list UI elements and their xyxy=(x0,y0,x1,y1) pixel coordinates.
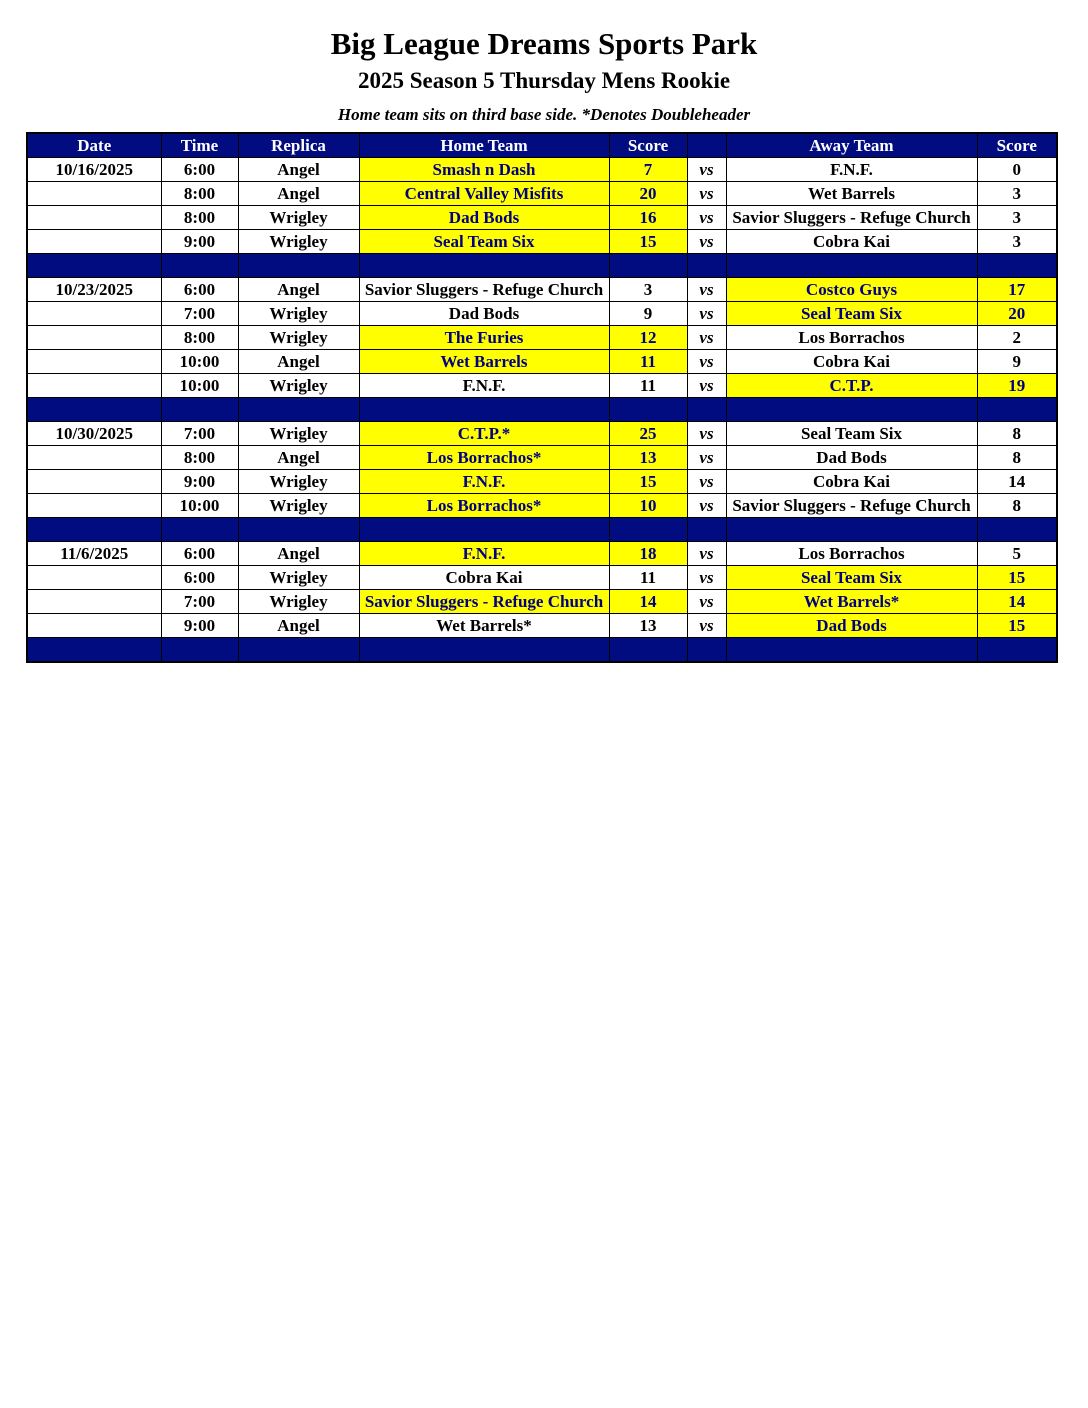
vs-label: vs xyxy=(687,470,726,494)
game-time: 9:00 xyxy=(161,230,238,254)
away-score: 15 xyxy=(977,614,1057,638)
separator-cell xyxy=(238,254,359,278)
home-team xyxy=(359,422,609,446)
header-row xyxy=(27,133,1057,158)
game-row xyxy=(27,350,1057,374)
vs-label: vs xyxy=(687,350,726,374)
game-time: 10:00 xyxy=(161,494,238,518)
away-team xyxy=(726,590,977,614)
game-replica: Wrigley xyxy=(238,326,359,350)
away-team-label: Costco Guys xyxy=(805,280,898,299)
away-team xyxy=(726,278,977,302)
home-team-label: Dad Bods xyxy=(448,208,520,227)
separator-cell xyxy=(238,638,359,663)
game-date xyxy=(27,566,161,590)
separator-cell xyxy=(687,398,726,422)
away-team xyxy=(726,182,977,206)
vs-label: vs xyxy=(687,614,726,638)
game-time: 7:00 xyxy=(161,422,238,446)
week-separator xyxy=(27,254,1057,278)
game-replica: Wrigley xyxy=(238,230,359,254)
away-team xyxy=(726,470,977,494)
game-row xyxy=(27,230,1057,254)
home-score: 15 xyxy=(609,470,687,494)
home-score: 13 xyxy=(609,614,687,638)
week-separator xyxy=(27,638,1057,663)
away-score: 14 xyxy=(977,590,1057,614)
home-score: 20 xyxy=(609,182,687,206)
separator-cell xyxy=(726,518,977,542)
home-team-label: Savior Sluggers - Refuge Church xyxy=(364,592,604,611)
separator-cell xyxy=(27,638,161,663)
away-score: 9 xyxy=(977,350,1057,374)
column-header-home-score: Score xyxy=(609,133,687,158)
away-team-label: C.T.P. xyxy=(829,376,874,395)
away-team xyxy=(726,350,977,374)
home-team xyxy=(359,446,609,470)
game-time: 8:00 xyxy=(161,326,238,350)
game-time: 7:00 xyxy=(161,590,238,614)
column-header-away-score: Score xyxy=(977,133,1057,158)
separator-cell xyxy=(27,518,161,542)
away-score: 8 xyxy=(977,446,1057,470)
away-score: 3 xyxy=(977,182,1057,206)
home-team xyxy=(359,158,609,182)
separator-cell xyxy=(27,254,161,278)
vs-label: vs xyxy=(687,446,726,470)
vs-label: vs xyxy=(687,422,726,446)
separator-cell xyxy=(977,254,1057,278)
away-team xyxy=(726,230,977,254)
away-team-label: F.N.F. xyxy=(830,160,873,179)
home-team xyxy=(359,494,609,518)
game-row xyxy=(27,374,1057,398)
home-score: 13 xyxy=(609,446,687,470)
column-header-date: Date xyxy=(27,133,161,158)
away-team xyxy=(726,614,977,638)
separator-cell xyxy=(687,518,726,542)
away-team xyxy=(726,422,977,446)
game-date: 10/23/2025 xyxy=(27,278,161,302)
game-replica: Wrigley xyxy=(238,590,359,614)
away-team xyxy=(726,206,977,230)
away-team-label: Los Borrachos xyxy=(798,328,905,347)
home-team xyxy=(359,278,609,302)
home-score: 16 xyxy=(609,206,687,230)
game-time: 6:00 xyxy=(161,566,238,590)
game-date xyxy=(27,302,161,326)
away-team-label: Savior Sluggers - Refuge Church xyxy=(732,208,971,227)
separator-cell xyxy=(359,638,609,663)
separator-cell xyxy=(977,638,1057,663)
separator-cell xyxy=(238,398,359,422)
home-team-label: Seal Team Six xyxy=(433,232,535,251)
home-score: 9 xyxy=(609,302,687,326)
page-subtitle: 2025 Season 5 Thursday Mens Rookie xyxy=(357,68,731,93)
vs-label: vs xyxy=(687,326,726,350)
game-date xyxy=(27,470,161,494)
home-team-label: F.N.F. xyxy=(462,472,506,491)
home-score: 3 xyxy=(609,278,687,302)
away-team xyxy=(726,374,977,398)
away-team xyxy=(726,542,977,566)
game-replica: Angel xyxy=(238,542,359,566)
away-score: 2 xyxy=(977,326,1057,350)
vs-label: vs xyxy=(687,494,726,518)
game-time: 9:00 xyxy=(161,470,238,494)
page-title: Big League Dreams Sports Park xyxy=(330,26,758,61)
game-replica: Wrigley xyxy=(238,302,359,326)
vs-label: vs xyxy=(687,566,726,590)
vs-label: vs xyxy=(687,302,726,326)
away-score: 17 xyxy=(977,278,1057,302)
separator-cell xyxy=(161,518,238,542)
vs-label: vs xyxy=(687,278,726,302)
vs-label: vs xyxy=(687,590,726,614)
game-date xyxy=(27,350,161,374)
home-team-label: Los Borrachos* xyxy=(426,496,542,515)
game-row xyxy=(27,470,1057,494)
schedule-note: Home team sits on third base side. *Denotes Doubleheader xyxy=(337,105,751,124)
game-date xyxy=(27,614,161,638)
home-team-label: F.N.F. xyxy=(462,376,506,395)
away-team-label: Cobra Kai xyxy=(813,472,890,491)
away-team-label: Cobra Kai xyxy=(813,352,890,371)
away-team-label: Seal Team Six xyxy=(800,304,903,323)
game-time: 6:00 xyxy=(161,158,238,182)
home-team-label: C.T.P.* xyxy=(457,424,511,443)
game-row xyxy=(27,326,1057,350)
separator-cell xyxy=(238,518,359,542)
away-team-label: Wet Barrels* xyxy=(803,592,900,611)
game-date: 10/16/2025 xyxy=(27,158,161,182)
away-team-label: Seal Team Six xyxy=(800,424,903,443)
game-date xyxy=(27,590,161,614)
home-team-label: F.N.F. xyxy=(462,544,506,563)
away-team-label: Savior Sluggers - Refuge Church xyxy=(732,496,971,515)
game-date xyxy=(27,494,161,518)
away-score: 0 xyxy=(977,158,1057,182)
vs-label: vs xyxy=(687,206,726,230)
game-row xyxy=(27,158,1057,182)
away-team-label: Wet Barrels xyxy=(807,184,896,203)
away-team xyxy=(726,494,977,518)
home-team xyxy=(359,326,609,350)
home-team-label: Dad Bods xyxy=(448,304,520,323)
away-team xyxy=(726,566,977,590)
vs-label: vs xyxy=(687,158,726,182)
home-team-label: Wet Barrels xyxy=(440,352,528,371)
game-date xyxy=(27,326,161,350)
home-team xyxy=(359,542,609,566)
column-header-vs xyxy=(687,133,726,158)
home-team-label: The Furies xyxy=(444,328,524,347)
away-team xyxy=(726,302,977,326)
game-date: 10/30/2025 xyxy=(27,422,161,446)
column-header-replica: Replica xyxy=(238,133,359,158)
vs-label: vs xyxy=(687,182,726,206)
game-row xyxy=(27,302,1057,326)
schedule-table xyxy=(26,132,1058,663)
away-team-label: Los Borrachos xyxy=(798,544,905,563)
game-date xyxy=(27,182,161,206)
home-team xyxy=(359,590,609,614)
separator-cell xyxy=(687,254,726,278)
game-date: 11/6/2025 xyxy=(27,542,161,566)
home-score: 15 xyxy=(609,230,687,254)
home-team xyxy=(359,470,609,494)
game-row xyxy=(27,590,1057,614)
separator-cell xyxy=(161,638,238,663)
game-time: 8:00 xyxy=(161,446,238,470)
away-team xyxy=(726,446,977,470)
away-score: 5 xyxy=(977,542,1057,566)
home-team xyxy=(359,350,609,374)
home-score: 11 xyxy=(609,350,687,374)
vs-label: vs xyxy=(687,542,726,566)
game-date xyxy=(27,446,161,470)
separator-cell xyxy=(359,254,609,278)
column-header-time: Time xyxy=(161,133,238,158)
game-replica: Wrigley xyxy=(238,422,359,446)
game-row xyxy=(27,422,1057,446)
home-team-label: Smash n Dash xyxy=(432,160,536,179)
home-team-label: Los Borrachos* xyxy=(426,448,542,467)
separator-cell xyxy=(977,398,1057,422)
home-score: 12 xyxy=(609,326,687,350)
schedule-body xyxy=(27,158,1057,663)
home-team-label: Cobra Kai xyxy=(445,568,523,587)
home-team-label: Central Valley Misfits xyxy=(404,184,564,203)
game-time: 8:00 xyxy=(161,206,238,230)
away-team-label: Dad Bods xyxy=(816,616,887,635)
game-row xyxy=(27,446,1057,470)
game-time: 10:00 xyxy=(161,374,238,398)
game-time: 6:00 xyxy=(161,278,238,302)
separator-cell xyxy=(726,254,977,278)
home-score: 10 xyxy=(609,494,687,518)
game-time: 10:00 xyxy=(161,350,238,374)
separator-cell xyxy=(726,638,977,663)
away-team-label: Dad Bods xyxy=(816,448,887,467)
game-time: 8:00 xyxy=(161,182,238,206)
away-score: 20 xyxy=(977,302,1057,326)
column-header-home-team: Home Team xyxy=(359,133,609,158)
separator-cell xyxy=(609,638,687,663)
game-time: 7:00 xyxy=(161,302,238,326)
away-team xyxy=(726,326,977,350)
game-row xyxy=(27,278,1057,302)
separator-cell xyxy=(609,398,687,422)
away-team-label: Seal Team Six xyxy=(800,568,903,587)
home-score: 18 xyxy=(609,542,687,566)
away-score: 19 xyxy=(977,374,1057,398)
home-team xyxy=(359,614,609,638)
separator-cell xyxy=(27,398,161,422)
game-replica: Angel xyxy=(238,158,359,182)
home-team-label: Savior Sluggers - Refuge Church xyxy=(364,280,604,299)
away-score: 8 xyxy=(977,422,1057,446)
separator-cell xyxy=(359,518,609,542)
separator-cell xyxy=(161,254,238,278)
away-score: 3 xyxy=(977,230,1057,254)
home-score: 7 xyxy=(609,158,687,182)
game-replica: Angel xyxy=(238,614,359,638)
game-replica: Angel xyxy=(238,446,359,470)
away-team xyxy=(726,158,977,182)
separator-cell xyxy=(609,518,687,542)
separator-cell xyxy=(359,398,609,422)
game-date xyxy=(27,374,161,398)
home-team xyxy=(359,182,609,206)
vs-label: vs xyxy=(687,230,726,254)
game-row xyxy=(27,614,1057,638)
home-team xyxy=(359,206,609,230)
separator-cell xyxy=(726,398,977,422)
game-replica: Wrigley xyxy=(238,566,359,590)
week-separator xyxy=(27,398,1057,422)
game-replica: Angel xyxy=(238,350,359,374)
home-team xyxy=(359,302,609,326)
game-replica: Wrigley xyxy=(238,494,359,518)
game-row xyxy=(27,206,1057,230)
home-score: 11 xyxy=(609,374,687,398)
home-team xyxy=(359,230,609,254)
home-team xyxy=(359,374,609,398)
column-header-away-team: Away Team xyxy=(726,133,977,158)
vs-label: vs xyxy=(687,374,726,398)
game-replica: Wrigley xyxy=(238,206,359,230)
game-row xyxy=(27,566,1057,590)
away-team-label: Cobra Kai xyxy=(813,232,890,251)
week-separator xyxy=(27,518,1057,542)
game-replica: Wrigley xyxy=(238,470,359,494)
home-team-label: Wet Barrels* xyxy=(436,616,532,635)
game-row xyxy=(27,542,1057,566)
game-row xyxy=(27,182,1057,206)
game-date xyxy=(27,206,161,230)
separator-cell xyxy=(609,254,687,278)
game-replica: Angel xyxy=(238,182,359,206)
away-score: 14 xyxy=(977,470,1057,494)
home-score: 25 xyxy=(609,422,687,446)
away-score: 8 xyxy=(977,494,1057,518)
separator-cell xyxy=(977,518,1057,542)
game-row xyxy=(27,494,1057,518)
home-score: 11 xyxy=(609,566,687,590)
home-score: 14 xyxy=(609,590,687,614)
home-team xyxy=(359,566,609,590)
separator-cell xyxy=(161,398,238,422)
game-date xyxy=(27,230,161,254)
separator-cell xyxy=(687,638,726,663)
game-replica: Angel xyxy=(238,278,359,302)
game-replica: Wrigley xyxy=(238,374,359,398)
game-time: 6:00 xyxy=(161,542,238,566)
away-score: 3 xyxy=(977,206,1057,230)
game-time: 9:00 xyxy=(161,614,238,638)
away-score: 15 xyxy=(977,566,1057,590)
